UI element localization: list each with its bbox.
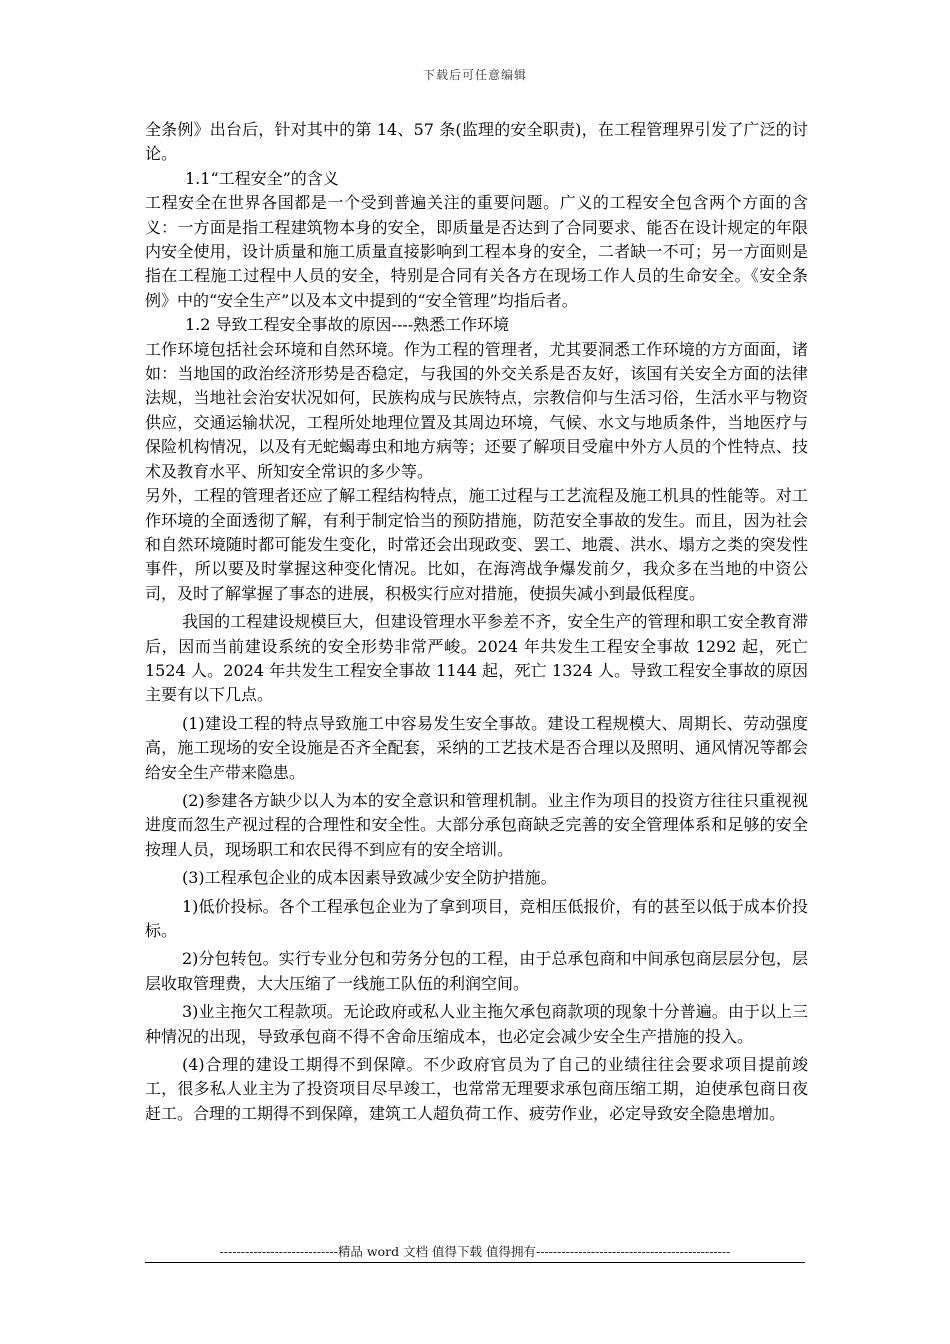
list-item-subcause-2: 2)分包转包。实行专业分包和劳务分包的工程，由于总承包商和中间承包商层层分包，层层收取管理费，大大压缩了一线施工队伍的利润空间。 <box>145 949 808 993</box>
paragraph-intro-continuation: 全条例》出台后，针对其中的第 14、57 条(监理的安全职责)，在工程管理界引发了广泛的讨论。 <box>145 120 808 164</box>
list-item-cause-3: (3)工程承包企业的成本因素导致减少安全防护措施。 <box>182 868 557 888</box>
list-item-subcause-3: 3)业主拖欠工程款项。无论政府或私人业主拖欠承包商款项的现象十分普遍。由于以上三种情况的出现，导致承包商不得不舍命压缩成本，也必定会减少安全生产措施的投入。 <box>145 1002 808 1046</box>
paragraph-additionally: 另外，工程的管理者还应了解工程结构特点，施工过程与工艺流程及施工机具的性能等。对工作环境的全面透彻了解，有利于制定恰当的预防措施，防范安全事故的发生。而且，因为社会和自然环境随时都可能发生变化，时常还会出现政变、罢工、地震、洪水、塌方之类的突发性事件，所以要及时掌握这种变化情况。比如，在海湾战争爆发前夕，我众多在当地的中资公司，及时了解掌握了事态的进展，积极实行应对措施，使损失减小到最低程度。 <box>145 486 808 603</box>
document-body <box>145 118 808 1126</box>
section-heading-1-2: 1.2 导致工程安全事故的原因----熟悉工作环境 <box>185 315 510 335</box>
section-heading-1-1: 1.1“工程安全”的含义 <box>185 168 339 188</box>
paragraph-work-environment: 工作环境包括社会环境和自然环境。作为工程的管理者，尤其要洞悉工作环境的方方面面，诸如：当地国的政治经济形势是否稳定，与我国的外交关系是否友好，该国有关安全方面的法律法规，当地社会治安状况如何，民族构成与民族特点，宗教信仰与生活习俗，生活水平与物资供应，交通运输状况，工程所处地理位置及其周边环境，气候、水文与地质条件，当地医疗与保险机构情况，以及有无蛇蝎毒虫和地方病等；还要了解项目受雇中外方人员的个性特点、技术及教育水平、所知安全常识的多少等。 <box>145 339 808 481</box>
list-item-subcause-1: 1)低价投标。各个工程承包企业为了拿到项目，竞相压低报价，有的甚至以低于成本价投标。 <box>145 896 808 940</box>
footer-divider <box>145 1262 805 1263</box>
paragraph-engineering-safety: 工程安全在世界各国都是一个受到普遍关注的重要问题。广义的工程安全包含两个方面的含义：一方面是指工程建筑物本身的安全，即质量是否达到了合同要求、能否在设计规定的年限内安全使用，设计质量和施工质量直接影响到工程本身的安全，二者缺一不可；另一方面则是指在工程施工过程中人员的安全，特别是合同有关各方在现场工作人员的生命安全。《安全条例》中的“安全生产”以及本文中提到的“安全管理”均指后者。 <box>145 193 808 310</box>
page-footer: ----------------------------精品 word 文档 值得下载 值得拥有---------------------------------------------- <box>219 1244 731 1259</box>
list-item-cause-1: (1)建设工程的特点导致施工中容易发生安全事故。建设工程规模大、周期长、劳动强度高，施工现场的安全设施是否齐全配套，采纳的工艺技术是否合理以及照明、通风情况等都会给安全生产带来隐患。 <box>145 713 808 782</box>
page-header: 下载后可任意编辑 <box>422 68 527 82</box>
paragraph-statistics: 我国的工程建设规模巨大，但建设管理水平参差不齐，安全生产的管理和职工安全教育滞后，因而当前建设系统的安全形势非常严峻。2024 年共发生工程安全事故 1292 起，死亡 1524 人。2024 年共发生工程安全事故 1144 起，死亡 1324 人。导致工程安全事故的原因主要有以下几点。 <box>145 612 808 705</box>
list-item-cause-2: (2)参建各方缺少以人为本的安全意识和管理机制。业主作为项目的投资方往往只重视视进度而忽生产视过程的合理性和安全性。大部分承包商缺乏完善的安全管理体系和足够的安全按理人员，现场职工和农民得不到应有的安全培训。 <box>145 790 808 859</box>
list-item-cause-4: (4)合理的建设工期得不到保障。不少政府官员为了自己的业绩往往会要求项目提前竣工，很多私人业主为了投资项目尽早竣工，也常常无理要求承包商压缩工期，迫使承包商日夜赶工。合理的工期得不到保障，建筑工人超负荷工作、疲劳作业，必定导致安全隐患增加。 <box>145 1055 808 1123</box>
